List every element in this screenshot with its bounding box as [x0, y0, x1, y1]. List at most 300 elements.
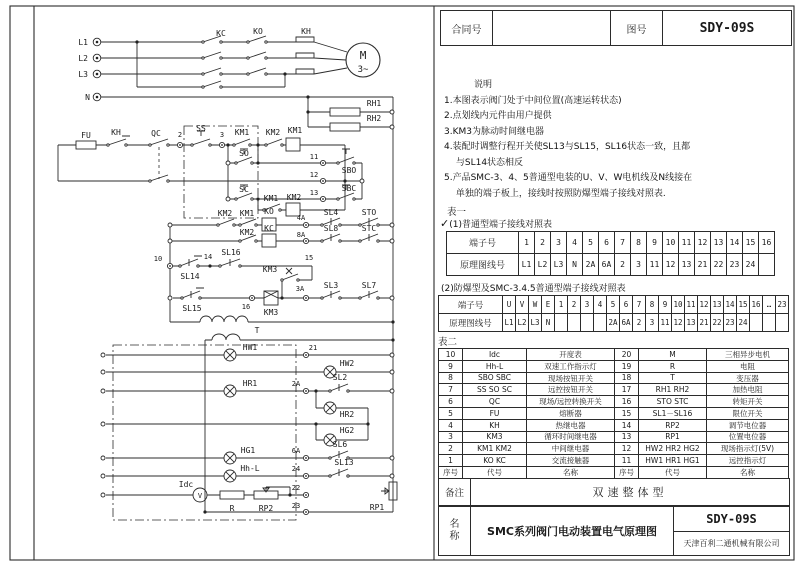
schematic-node — [390, 456, 394, 460]
power-terminal-dots — [96, 41, 99, 99]
schematic-label: 24 — [291, 465, 301, 473]
schematic-node — [283, 72, 286, 75]
table-cell: 转矩开关 — [707, 396, 789, 408]
table-cell: KM1 KM2 — [463, 443, 527, 455]
schematic-node — [390, 370, 394, 374]
schematic-label: 3A — [295, 285, 305, 293]
schematic-node — [149, 180, 151, 182]
schematic-label: 11 — [309, 153, 319, 161]
schematic-node — [209, 144, 211, 146]
schematic-node — [125, 144, 127, 146]
schematic-label: SL13 — [334, 458, 354, 467]
table-cell: 调节电位器 — [707, 420, 789, 432]
table-cell: QC — [463, 396, 527, 408]
schematic-node — [353, 198, 355, 200]
schematic-node — [390, 296, 394, 300]
schematic-label: Hh-L — [240, 464, 260, 473]
schematic-node — [168, 239, 172, 243]
schematic-node — [202, 57, 204, 59]
schematic-label: V — [197, 492, 203, 500]
note-line: 2.点划线内元件由用户提供 — [444, 111, 552, 121]
schematic-label: KM2 — [265, 128, 281, 137]
schematic-node — [101, 370, 105, 374]
schematic-label: KC — [264, 224, 274, 233]
table-cell: 11 — [615, 455, 639, 467]
table-cell: 6 — [439, 396, 463, 408]
table-cell: U — [503, 296, 516, 314]
table-cell: 12 — [663, 254, 679, 276]
table-cell: 8 — [646, 296, 659, 314]
schematic-labels — [78, 27, 384, 513]
schematic-label: 23 — [291, 502, 301, 510]
table-cell: 16 — [615, 396, 639, 408]
schematic-node — [297, 279, 299, 281]
schematic-node — [221, 144, 223, 146]
schematic-node — [208, 264, 211, 267]
table-cell: RP2 — [639, 420, 707, 432]
note-line: 与SL14状态相反 — [444, 157, 524, 168]
schematic-label: HG2 — [339, 426, 355, 435]
notes-title: 说明 — [474, 80, 493, 90]
table-cell: R — [639, 361, 707, 373]
schematic-node — [305, 475, 307, 477]
table-cell: 17 — [615, 384, 639, 396]
schematic-label: 8A — [296, 231, 306, 239]
table-cell: 13 — [711, 296, 724, 314]
table-cell: 交流接触器 — [527, 455, 615, 467]
table-cell: 12 — [615, 443, 639, 455]
schematic-node — [288, 493, 291, 496]
schematic-label: KH — [111, 128, 121, 137]
table-cell: Hh-L — [463, 361, 527, 373]
schematic-label: RH1 — [366, 99, 382, 108]
schematic-label: 15 — [304, 254, 314, 262]
schematic-node — [101, 456, 105, 460]
schematic-node — [135, 40, 138, 43]
schematic-label: QC — [151, 129, 161, 138]
table-cell: 9 — [439, 361, 463, 373]
schematic-label: SBO — [341, 166, 357, 175]
schematic-label: L2 — [78, 54, 88, 63]
remote-indication-box — [113, 345, 296, 520]
schematic-node — [247, 73, 249, 75]
schematic-node — [343, 179, 346, 182]
schematic-label: KC — [216, 29, 226, 38]
schematic-node — [390, 110, 394, 114]
schematic-label: 2 — [177, 131, 183, 139]
table-cell: L1 — [519, 254, 535, 276]
table-cell: 端子号 — [447, 232, 519, 254]
table-cell: RH1 RH2 — [639, 384, 707, 396]
table-cell — [555, 314, 568, 332]
schematic-node — [306, 110, 309, 113]
schematic-label: M — [359, 49, 367, 62]
drawing-no-company — [674, 507, 789, 555]
schematic-node — [353, 162, 355, 164]
schematic-node — [107, 144, 109, 146]
schematic-node — [390, 125, 394, 129]
table-cell: 6 — [620, 296, 633, 314]
table-cell: 4 — [567, 232, 583, 254]
schematic-node — [239, 224, 241, 226]
table1-subtitle: (1)普通型端子接线对照表 — [449, 220, 552, 230]
schematic-node — [265, 41, 267, 43]
table-cell: 5 — [583, 232, 599, 254]
schematic-node — [305, 354, 307, 356]
drawing-no-value: SDY-09S — [699, 20, 755, 36]
table-cell: 2 — [535, 232, 551, 254]
coil-km3-timer — [264, 291, 278, 305]
schematic-node — [280, 296, 283, 299]
contact-blades — [108, 36, 378, 476]
schematic-label: 6A — [291, 447, 301, 455]
table-cell: 原理图线号 — [439, 314, 503, 332]
table-cell: 13 — [615, 432, 639, 444]
schematic-label: STC — [361, 224, 377, 233]
contract-no-value — [493, 11, 611, 45]
table-cell: SL1－SL16 — [639, 408, 707, 420]
schematic-node — [202, 73, 204, 75]
check-mark: ✓ — [440, 217, 450, 230]
schematic-node — [101, 422, 105, 426]
schematic-node — [390, 223, 394, 227]
table-cell: 14 — [615, 420, 639, 432]
schematic-node — [305, 457, 307, 459]
schematic-label: KO — [253, 27, 263, 36]
table-cell: 三相异步电机 — [707, 349, 789, 361]
table-cell: L1 — [503, 314, 516, 332]
schematic-label: SL8 — [323, 224, 339, 233]
table-cell: 开度表 — [527, 349, 615, 361]
table-cell: 代号 — [463, 467, 527, 479]
table-cell: 16 — [759, 232, 775, 254]
schematic-label: KO — [264, 207, 274, 216]
note-line: 1.本图表示阀门处于中间位置(高速运转状态) — [444, 95, 622, 106]
schematic-label: HW1 — [242, 343, 258, 352]
table-cell — [594, 314, 607, 332]
schematic-label: SBC — [341, 184, 357, 193]
table-cell: 2 — [439, 443, 463, 455]
table-cell: 15 — [615, 408, 639, 420]
table-cell: 热继电器 — [527, 420, 615, 432]
table-cell: 13 — [685, 314, 698, 332]
table-cell: 10 — [439, 349, 463, 361]
table-cell: 1 — [519, 232, 535, 254]
table-cell: 23 — [727, 254, 743, 276]
table-cell: 24 — [737, 314, 750, 332]
schematic-label: L3 — [78, 70, 88, 79]
table-cell: 5 — [439, 408, 463, 420]
schematic-node — [347, 475, 349, 477]
table-cell: 19 — [615, 361, 639, 373]
table-cell: 3 — [631, 254, 647, 276]
table-cell: 15 — [737, 296, 750, 314]
schematic-label: SL7 — [361, 281, 377, 290]
schematic-node — [390, 474, 394, 478]
schematic-node — [101, 474, 105, 478]
schematic-label: STO — [361, 208, 377, 217]
schematic-node — [226, 197, 230, 201]
schematic-label: 2A — [291, 380, 301, 388]
table-cell: N — [542, 314, 555, 332]
schematic-node — [390, 239, 394, 243]
schematic-label: FU — [81, 131, 91, 140]
note-line: 5.产品SMC-3、4、5普通型电装的U、V、W电机线及N线接在 — [444, 173, 693, 183]
schematic-node — [256, 143, 259, 146]
schematic-node — [96, 41, 99, 44]
coil-km1 — [286, 138, 300, 151]
schematic-node — [179, 144, 181, 146]
schematic-node — [321, 240, 323, 242]
schematic-label: KM2 — [217, 209, 233, 218]
schematic-node — [217, 224, 219, 226]
table-cell: 16 — [750, 296, 763, 314]
fuse-fu — [76, 141, 96, 149]
schematic-node — [219, 265, 221, 267]
schematic-node — [96, 57, 99, 60]
table-cell: 名称 — [707, 467, 789, 479]
schematic-node — [226, 161, 230, 165]
table-cell: 7 — [439, 384, 463, 396]
table-cell: 电阻 — [707, 361, 789, 373]
schematic-label: SL15 — [182, 304, 202, 313]
schematic-node — [305, 494, 307, 496]
schematic-label: SL4 — [323, 208, 339, 217]
table-cell: 循环时间继电器 — [527, 432, 615, 444]
numbered-terminals — [167, 142, 325, 514]
schematic-node — [305, 297, 307, 299]
schematic-node — [167, 144, 169, 146]
table-cell: 双速工作指示灯 — [527, 361, 615, 373]
schematic-node — [239, 265, 241, 267]
schematic-node — [202, 86, 204, 88]
table-cell: 现场按钮开关 — [527, 373, 615, 385]
schematic-node — [249, 144, 251, 146]
schematic-node — [235, 162, 237, 164]
coil-kc — [262, 234, 276, 247]
table-cell: T — [639, 373, 707, 385]
component-list-table — [438, 348, 789, 479]
remark-value: 双速整体型 — [592, 486, 668, 499]
schematic-node — [202, 41, 204, 43]
schematic-node — [220, 73, 222, 75]
schematic-node — [322, 180, 324, 182]
table-cell: 原理图线号 — [447, 254, 519, 276]
table-cell: 12 — [698, 296, 711, 314]
schematic-label: N — [85, 93, 90, 102]
schematic-label: SL6 — [332, 440, 348, 449]
schematic-node — [239, 240, 241, 242]
contract-no-label: 合同号 — [441, 11, 493, 45]
schematic-node — [179, 265, 181, 267]
schematic-node — [305, 224, 307, 226]
resistor-r — [220, 491, 244, 499]
schematic-node — [233, 144, 235, 146]
schematic-node — [377, 240, 379, 242]
table-cell: 熔断器 — [527, 408, 615, 420]
table-cell: HW2 HR2 HG2 — [639, 443, 707, 455]
note-line: 3.KM3为脉动时间继电器 — [444, 126, 544, 137]
schematic-node — [339, 240, 341, 242]
table-cell: 4 — [439, 420, 463, 432]
table-cell: 7 — [615, 232, 631, 254]
schematic-node — [339, 297, 341, 299]
schematic-node — [314, 422, 317, 425]
contact-pivots — [107, 41, 379, 477]
table-cell: 9 — [647, 232, 663, 254]
table-cell: 3 — [439, 432, 463, 444]
table-cell — [763, 314, 776, 332]
table-cell: 限位开关 — [707, 408, 789, 420]
schematic-label: SL3 — [323, 281, 339, 290]
table-cell: 11 — [659, 314, 672, 332]
terminal-table-normal — [446, 231, 775, 276]
schematic-label: KM1 — [263, 194, 279, 203]
table-cell: L3 — [551, 254, 567, 276]
note-line: 4.装配时调整行程开关使SL13与SL15，SL16状态一致，且都 — [444, 142, 691, 152]
schematic-label: T — [254, 326, 260, 335]
schematic-node — [281, 144, 283, 146]
schematic-node — [390, 389, 394, 393]
power-terminals — [93, 38, 101, 101]
schematic-node — [256, 197, 259, 200]
table-cell: 11 — [679, 232, 695, 254]
schematic-node — [314, 389, 317, 392]
table-cell — [776, 314, 789, 332]
schematic-node — [168, 296, 172, 300]
table-cell: 现场指示灯(5V) — [707, 443, 789, 455]
table-cell: 8 — [439, 373, 463, 385]
table-cell: 名称 — [527, 467, 615, 479]
schematic-node — [247, 57, 249, 59]
table-cell: 变压器 — [707, 373, 789, 385]
table-cell: KO KC — [463, 455, 527, 467]
table-cell: 现场/远控转换开关 — [527, 396, 615, 408]
table-cell: 2 — [615, 254, 631, 276]
schematic-label: 12 — [309, 171, 319, 179]
schematic-node — [167, 180, 169, 182]
remark-block — [438, 478, 790, 506]
schematic-node — [306, 95, 309, 98]
table-cell: 21 — [698, 314, 711, 332]
table-cell — [759, 254, 775, 276]
schematic-node — [233, 224, 235, 226]
terminal-table-exproof — [438, 295, 789, 332]
schematic-node — [329, 475, 331, 477]
schematic-node — [359, 297, 361, 299]
table-cell: 11 — [647, 254, 663, 276]
schematic-node — [168, 223, 172, 227]
table-cell: KH — [463, 420, 527, 432]
schematic-node — [347, 390, 349, 392]
company-name: 天津百利二通机械有限公司 — [683, 538, 780, 548]
schematic-node — [256, 161, 259, 164]
table-cell: 6A — [599, 254, 615, 276]
schematic-label: Idc — [178, 480, 194, 489]
table-cell: 12 — [695, 232, 711, 254]
schematic-label: L1 — [78, 38, 88, 47]
table-cell: STO STC — [639, 396, 707, 408]
schematic-label: SL14 — [180, 272, 200, 281]
schematic-node — [169, 265, 171, 267]
schematic-label: 22 — [291, 484, 301, 492]
schematic-label: 14 — [203, 253, 213, 261]
schematic-node — [181, 297, 183, 299]
table-cell: W — [529, 296, 542, 314]
table-cell: 10 — [663, 232, 679, 254]
table-cell: 远控指示灯 — [707, 455, 789, 467]
schematic-label: KM1 — [239, 209, 255, 218]
table-cell: 4 — [594, 296, 607, 314]
schematic-label: HR2 — [339, 410, 355, 419]
table-cell: KM3 — [463, 432, 527, 444]
table-cell: 2 — [568, 296, 581, 314]
schematic-node — [329, 390, 331, 392]
schematic-label: 4A — [296, 214, 306, 222]
coil-km3-mark — [264, 291, 278, 298]
table-cell: 中间继电器 — [527, 443, 615, 455]
table-cell: 22 — [711, 254, 727, 276]
schematic-node — [279, 209, 281, 211]
schematic-node — [305, 240, 307, 242]
schematic-node — [377, 224, 379, 226]
schematic-label: KM1 — [234, 128, 250, 137]
table-cell: 23 — [724, 314, 737, 332]
schematic-node — [96, 73, 99, 76]
schematic-node — [305, 390, 307, 392]
schematic-node — [391, 320, 394, 323]
note-line: 单独的端子板上，接线时按照防爆型端子接线对照表. — [444, 188, 666, 199]
schematic-node — [96, 96, 99, 99]
schematic-label: 16 — [241, 303, 251, 311]
table-cell: 5 — [607, 296, 620, 314]
schematic-node — [220, 86, 222, 88]
schematic-label: 10 — [153, 255, 163, 263]
schematic-node — [101, 353, 105, 357]
table-cell: SBO SBC — [463, 373, 527, 385]
table-cell: 序号 — [615, 467, 639, 479]
schematic-label: 3 — [219, 131, 225, 139]
schematic-node — [235, 198, 237, 200]
schematic-node — [251, 162, 253, 164]
remark-label: 备注 — [439, 479, 471, 505]
table-cell: 24 — [743, 254, 759, 276]
table-cell: FU — [463, 408, 527, 420]
table-cell: 22 — [711, 314, 724, 332]
table-cell: 3 — [551, 232, 567, 254]
table-cell: L2 — [535, 254, 551, 276]
schematic-node — [251, 198, 253, 200]
schematic-label: KM2 — [239, 228, 255, 237]
drawing-no-label: 图号 — [611, 11, 663, 45]
schematic-label: HG1 — [240, 446, 256, 455]
table-cell: V — [516, 296, 529, 314]
table-cell: 15 — [743, 232, 759, 254]
schematic-label: KM1 — [287, 126, 303, 135]
table-cell: 14 — [724, 296, 737, 314]
table-cell — [750, 314, 763, 332]
table-cell: 11 — [685, 296, 698, 314]
table-cell: 12 — [672, 314, 685, 332]
table-cell: 远控按钮开关 — [527, 384, 615, 396]
schematic-node — [226, 143, 229, 146]
schematic-node — [359, 240, 361, 242]
title-bar — [440, 10, 792, 46]
table-cell: E — [542, 296, 555, 314]
name-label: 名称 — [439, 507, 471, 555]
table-cell: RP1 — [639, 432, 707, 444]
lamp-wiring — [106, 355, 391, 495]
